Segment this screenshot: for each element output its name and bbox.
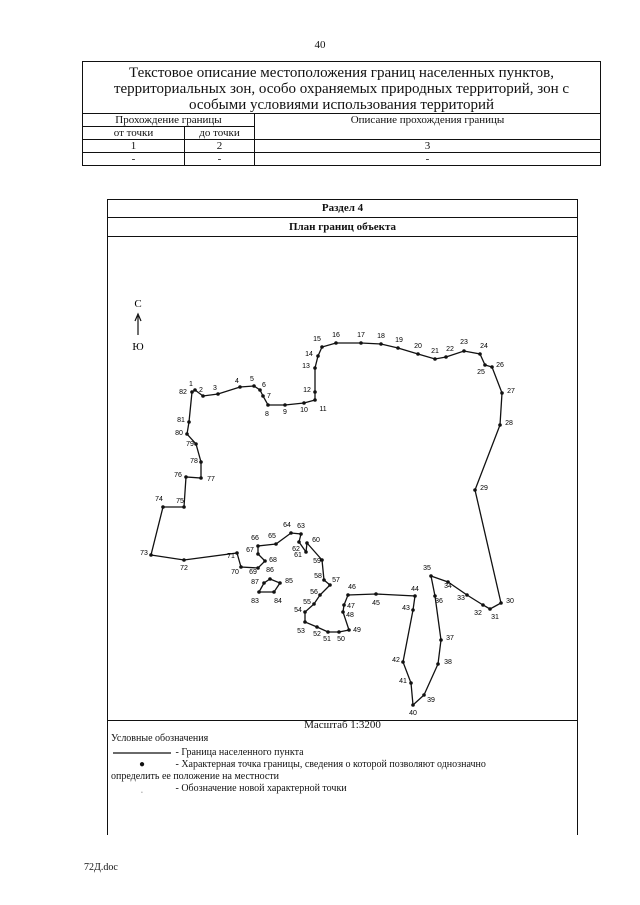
boundary-point-45 (374, 592, 378, 596)
boundary-point-26 (490, 365, 494, 369)
boundary-point-39 (422, 693, 426, 697)
point-label-48: 48 (346, 612, 354, 619)
boundary-point-17 (359, 341, 363, 345)
boundary-point-62 (297, 540, 301, 544)
boundary-point-1 (193, 388, 197, 392)
north-arrow-icon (135, 314, 141, 335)
table-title: Текстовое описание местоположения границ населенных пунктов, территориальных зон, особо охраняемых природных территорий, зон с особыми условиями использования территорий (83, 62, 601, 114)
point-label-35: 35 (423, 565, 431, 572)
point-label-32: 32 (474, 610, 482, 617)
boundary-map (108, 237, 577, 720)
point-label-39: 39 (427, 697, 435, 704)
point-label-18: 18 (377, 333, 385, 340)
boundary-point-33 (465, 593, 469, 597)
south-label: Ю (132, 341, 144, 353)
point-label-51: 51 (323, 636, 331, 643)
to-point-header: до точки (185, 127, 255, 140)
boundary-point-72 (182, 558, 186, 562)
point-label-54: 54 (294, 607, 302, 614)
boundary-description-table (82, 61, 601, 166)
col-number-1: 1 (83, 140, 185, 153)
point-label-65: 65 (268, 533, 276, 540)
point-label-44: 44 (411, 586, 419, 593)
point-label-17: 17 (357, 332, 365, 339)
point-label-70: 70 (231, 569, 239, 576)
legend-point-line2: определить ее положение на местности (111, 771, 280, 782)
point-label-56: 56 (310, 589, 318, 596)
point-label-78: 78 (190, 458, 198, 465)
boundary-point-3 (216, 392, 220, 396)
boundary-point-86 (268, 577, 272, 581)
point-label-5: 5 (250, 376, 254, 383)
point-label-4: 4 (235, 378, 239, 385)
point-label-80: 80 (175, 430, 183, 437)
point-label-34: 34 (444, 583, 452, 590)
point-label-71: 71 (227, 553, 235, 560)
boundary-point-22 (444, 355, 448, 359)
boundary-point-9 (283, 403, 287, 407)
point-label-11: 11 (319, 406, 327, 413)
boundary-point-52 (315, 625, 319, 629)
boundary-point-23 (462, 349, 466, 353)
point-label-77: 77 (207, 476, 215, 483)
boundary-point-40 (411, 703, 415, 707)
point-label-60: 60 (312, 537, 320, 544)
point-label-9: 9 (283, 409, 287, 416)
point-label-8: 8 (265, 411, 269, 418)
col-number-3: 3 (255, 140, 601, 153)
section-title: Раздел 4 (108, 200, 577, 218)
boundary-point-14 (316, 354, 320, 358)
boundary-line-icon (111, 748, 173, 758)
point-label-67: 67 (246, 547, 254, 554)
boundary-point-16 (334, 341, 338, 345)
boundary-point-49 (347, 628, 351, 632)
boundary-point-47 (342, 603, 346, 607)
boundary-point-50 (337, 630, 341, 634)
boundary-point-82 (190, 390, 194, 394)
point-label-3: 3 (213, 385, 217, 392)
boundary-point-32 (481, 603, 485, 607)
point-label-72: 72 (180, 565, 188, 572)
point-label-16: 16 (332, 332, 340, 339)
point-label-84: 84 (274, 598, 282, 605)
boundary-point-55 (312, 602, 316, 606)
boundary-point-12 (313, 390, 317, 394)
boundary-point-63 (299, 532, 303, 536)
boundary-point-66 (256, 544, 260, 548)
point-label-55: 55 (303, 599, 311, 606)
point-label-28: 28 (505, 420, 513, 427)
boundary-point-42 (401, 660, 405, 664)
point-label-13: 13 (302, 363, 310, 370)
boundary-point-67 (256, 552, 260, 556)
boundary-point-60 (305, 541, 309, 545)
north-label: С (134, 298, 142, 310)
boundary-point-2 (201, 394, 205, 398)
page-number: 40 (314, 39, 326, 51)
boundary-point-31 (488, 607, 492, 611)
boundary-point-85 (278, 581, 282, 585)
boundary-point-53 (303, 620, 307, 624)
boundary-point-65 (274, 542, 278, 546)
boundary-point-77 (199, 476, 203, 480)
legend (111, 733, 531, 795)
boundary-point-30 (499, 601, 503, 605)
boundary-point-35 (429, 574, 433, 578)
point-label-29: 29 (480, 485, 488, 492)
point-label-30: 30 (506, 598, 514, 605)
point-label-15: 15 (313, 336, 321, 343)
point-label-38: 38 (444, 659, 452, 666)
point-label-2: 2 (199, 387, 203, 394)
boundary-point-51 (326, 630, 330, 634)
point-label-87: 87 (251, 579, 259, 586)
boundary-point-43 (411, 608, 415, 612)
point-label-27: 27 (507, 388, 515, 395)
point-label-14: 14 (305, 351, 313, 358)
boundary-point-29 (473, 488, 477, 492)
boundary-point-84 (272, 590, 276, 594)
new-point-marker-icon: ˌ (140, 784, 144, 793)
boundary-point-76 (184, 475, 188, 479)
point-label-66: 66 (251, 535, 259, 542)
boundary-point-41 (409, 681, 413, 685)
point-label-42: 42 (392, 657, 400, 664)
point-label-82: 82 (179, 389, 187, 396)
cell-description-dash: - (255, 153, 601, 166)
point-label-50: 50 (337, 636, 345, 643)
boundary-point-24 (478, 352, 482, 356)
cell-from-dash: - (83, 153, 185, 166)
point-label-74: 74 (155, 496, 163, 503)
boundary-point-7 (261, 394, 265, 398)
boundary-point-4 (238, 385, 242, 389)
point-label-31: 31 (491, 614, 499, 621)
point-label-47: 47 (347, 603, 355, 610)
point-label-26: 26 (496, 362, 504, 369)
boundary-point-8 (266, 403, 270, 407)
point-marker-icon: ● (138, 759, 146, 770)
boundary-point-38 (436, 662, 440, 666)
point-label-85: 85 (285, 578, 293, 585)
boundary-point-5 (252, 384, 256, 388)
point-label-52: 52 (313, 631, 321, 638)
boundary-point-37 (439, 638, 443, 642)
point-label-58: 58 (314, 573, 322, 580)
point-label-25: 25 (477, 369, 485, 376)
point-label-37: 37 (446, 635, 454, 642)
legend-boundary: - Граница населенного пункта (175, 747, 304, 758)
legend-point-line1: - Характерная точка границы, сведения о которой позволяют однозначно (175, 759, 486, 770)
point-label-81: 81 (177, 417, 185, 424)
point-label-73: 73 (140, 550, 148, 557)
point-label-79: 79 (186, 441, 194, 448)
boundary-point-44 (413, 594, 417, 598)
boundary-point-18 (379, 342, 383, 346)
boundary-point-25 (483, 363, 487, 367)
boundary-point-15 (320, 345, 324, 349)
point-label-83: 83 (251, 598, 259, 605)
boundary-point-20 (416, 352, 420, 356)
point-label-75: 75 (176, 498, 184, 505)
point-label-1: 1 (189, 381, 193, 388)
point-label-10: 10 (300, 407, 308, 414)
point-label-7: 7 (267, 393, 271, 400)
point-label-64: 64 (283, 522, 291, 529)
map-area (108, 237, 577, 721)
col-number-2: 2 (185, 140, 255, 153)
point-label-21: 21 (431, 348, 439, 355)
point-label-41: 41 (399, 678, 407, 685)
from-point-header: от точки (83, 127, 185, 140)
boundary-point-73 (149, 553, 153, 557)
point-label-20: 20 (414, 343, 422, 350)
point-label-23: 23 (460, 339, 468, 346)
boundary-point-11 (313, 398, 317, 402)
boundary-point-74 (161, 505, 165, 509)
boundary-point-56 (318, 593, 322, 597)
point-label-43: 43 (402, 605, 410, 612)
boundary-point-80 (185, 432, 189, 436)
boundary-point-19 (396, 346, 400, 350)
boundary-point-87 (262, 581, 266, 585)
point-label-49: 49 (353, 627, 361, 634)
point-label-46: 46 (348, 584, 356, 591)
boundary-point-46 (346, 593, 350, 597)
boundary-point-28 (498, 423, 502, 427)
boundary-point-71 (235, 551, 239, 555)
boundary-point-61 (304, 550, 308, 554)
point-label-36: 36 (435, 598, 443, 605)
point-label-12: 12 (303, 387, 311, 394)
boundary-point-10 (302, 401, 306, 405)
point-label-61: 61 (294, 552, 302, 559)
boundary-point-64 (289, 531, 293, 535)
map-scale: Масштаб 1:3200 (304, 719, 381, 731)
point-label-68: 68 (269, 557, 277, 564)
boundary-point-70 (239, 565, 243, 569)
boundary-point-68 (263, 559, 267, 563)
point-label-57: 57 (332, 577, 340, 584)
point-label-22: 22 (446, 346, 454, 353)
boundary-point-78 (199, 460, 203, 464)
boundary-point-83 (257, 590, 261, 594)
point-label-59: 59 (313, 558, 321, 565)
cell-to-dash: - (185, 153, 255, 166)
point-label-6: 6 (262, 382, 266, 389)
boundary-point-13 (313, 366, 317, 370)
inner-boundary-line (259, 579, 280, 592)
point-label-62: 62 (292, 546, 300, 553)
point-label-33: 33 (457, 595, 465, 602)
legend-new-point: - Обозначение новой характерной точки (175, 783, 347, 794)
description-header: Описание прохождения границы (255, 114, 601, 140)
file-name: 72Д.doc (84, 862, 118, 873)
point-label-69: 69 (249, 569, 257, 576)
boundary-point-79 (194, 442, 198, 446)
point-label-86: 86 (266, 567, 274, 574)
point-label-24: 24 (480, 343, 488, 350)
boundary-point-75 (182, 505, 186, 509)
plan-heading: План границ объекта (108, 218, 577, 237)
legend-title: Условные обозначения (111, 733, 209, 744)
point-label-76: 76 (174, 472, 182, 479)
point-label-63: 63 (297, 523, 305, 530)
passage-header: Прохождение границы (83, 114, 255, 127)
point-label-45: 45 (372, 600, 380, 607)
point-label-53: 53 (297, 628, 305, 635)
point-label-40: 40 (409, 710, 417, 717)
boundary-point-21 (433, 357, 437, 361)
boundary-point-54 (303, 610, 307, 614)
boundary-point-27 (500, 391, 504, 395)
boundary-point-81 (187, 420, 191, 424)
point-label-19: 19 (395, 337, 403, 344)
boundary-point-58 (322, 578, 326, 582)
boundary-point-48 (341, 610, 345, 614)
